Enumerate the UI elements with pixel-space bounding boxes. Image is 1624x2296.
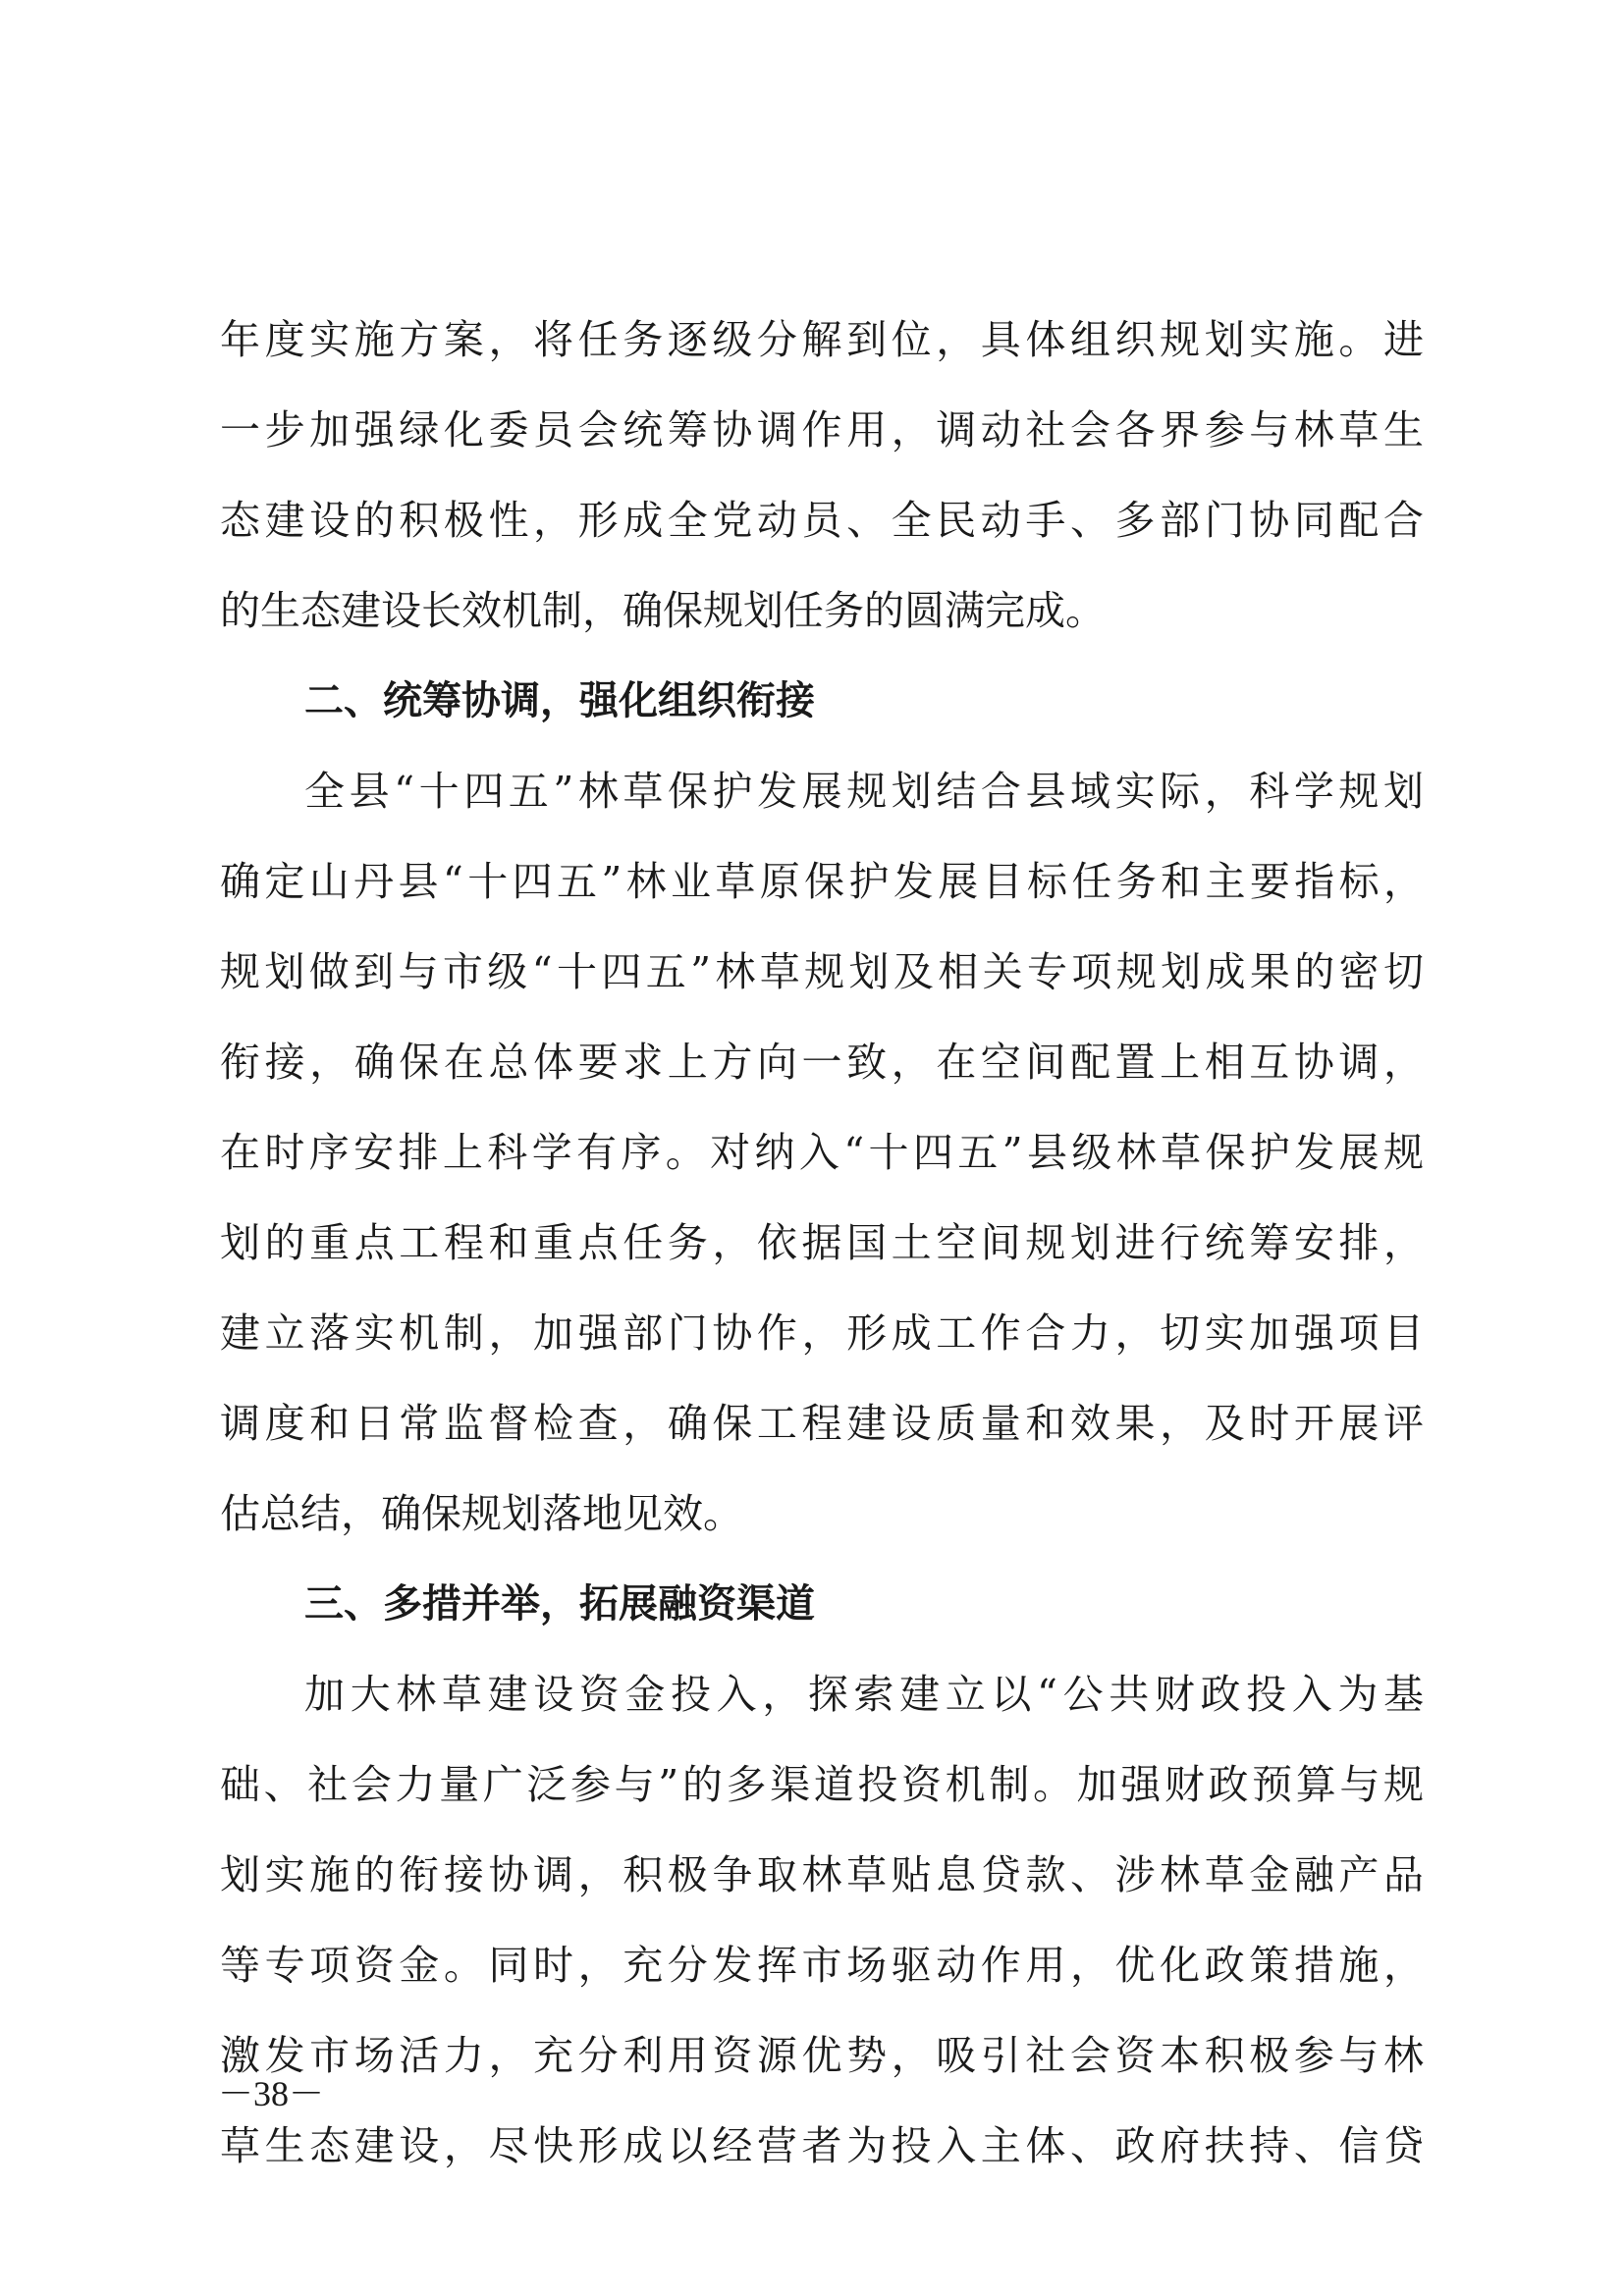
paragraph-line: 态建设的积极性，形成全党动员、全民动手、多部门协同配合 — [220, 497, 1424, 544]
page-number: －38－ — [218, 2074, 325, 2113]
paragraph-line: 激发市场活力，充分利用资源优势，吸引社会资本积极参与林 — [220, 2032, 1424, 2079]
paragraph-line: 建立落实机制，加强部门协作，形成工作合力，切实加强项目 — [220, 1309, 1424, 1357]
paragraph-line: 划的重点工程和重点任务，依据国土空间规划进行统筹安排， — [220, 1219, 1424, 1266]
section-heading-2: 二、统筹协调，强化组织衔接 — [304, 678, 815, 723]
paragraph-line: 全县“十四五”林草保护发展规划结合县域实际，科学规划 — [304, 768, 1424, 815]
paragraph-line: 加大林草建设资金投入，探索建立以“公共财政投入为基 — [304, 1671, 1424, 1718]
paragraph-line: 划实施的衔接协调，积极争取林草贴息贷款、涉林草金融产品 — [220, 1851, 1424, 1898]
body-text — [220, 294, 1424, 2191]
section-heading-3: 三、多措并举，拓展融资渠道 — [304, 1581, 815, 1627]
paragraph-line: 一步加强绿化委员会统筹协调作用，调动社会各界参与林草生 — [220, 406, 1424, 454]
paragraph-line: 估总结，确保规划落地见效。 — [220, 1490, 743, 1537]
paragraph-line: 等专项资金。同时，充分发挥市场驱动作用，优化政策措施， — [220, 1942, 1424, 1989]
paragraph-line: 年度实施方案，将任务逐级分解到位，具体组织规划实施。进 — [220, 316, 1424, 363]
paragraph-line: 础、社会力量广泛参与”的多渠道投资机制。加强财政预算与规 — [220, 1761, 1424, 1808]
paragraph-line: 的生态建设长效机制，确保规划任务的圆满完成。 — [220, 587, 1106, 634]
paragraph-line: 确定山丹县“十四五”林业草原保护发展目标任务和主要指标， — [220, 858, 1424, 905]
paragraph-line: 草生态建设，尽快形成以经营者为投入主体、政府扶持、信贷 — [220, 2122, 1424, 2169]
paragraph-line: 规划做到与市级“十四五”林草规划及相关专项规划成果的密切 — [220, 948, 1424, 995]
paragraph-line: 调度和日常监督检查，确保工程建设质量和效果，及时开展评 — [220, 1400, 1424, 1447]
paragraph-line: 衔接，确保在总体要求上方向一致，在空间配置上相互协调， — [220, 1039, 1424, 1086]
paragraph-line: 在时序安排上科学有序。对纳入“十四五”县级林草保护发展规 — [220, 1129, 1424, 1176]
